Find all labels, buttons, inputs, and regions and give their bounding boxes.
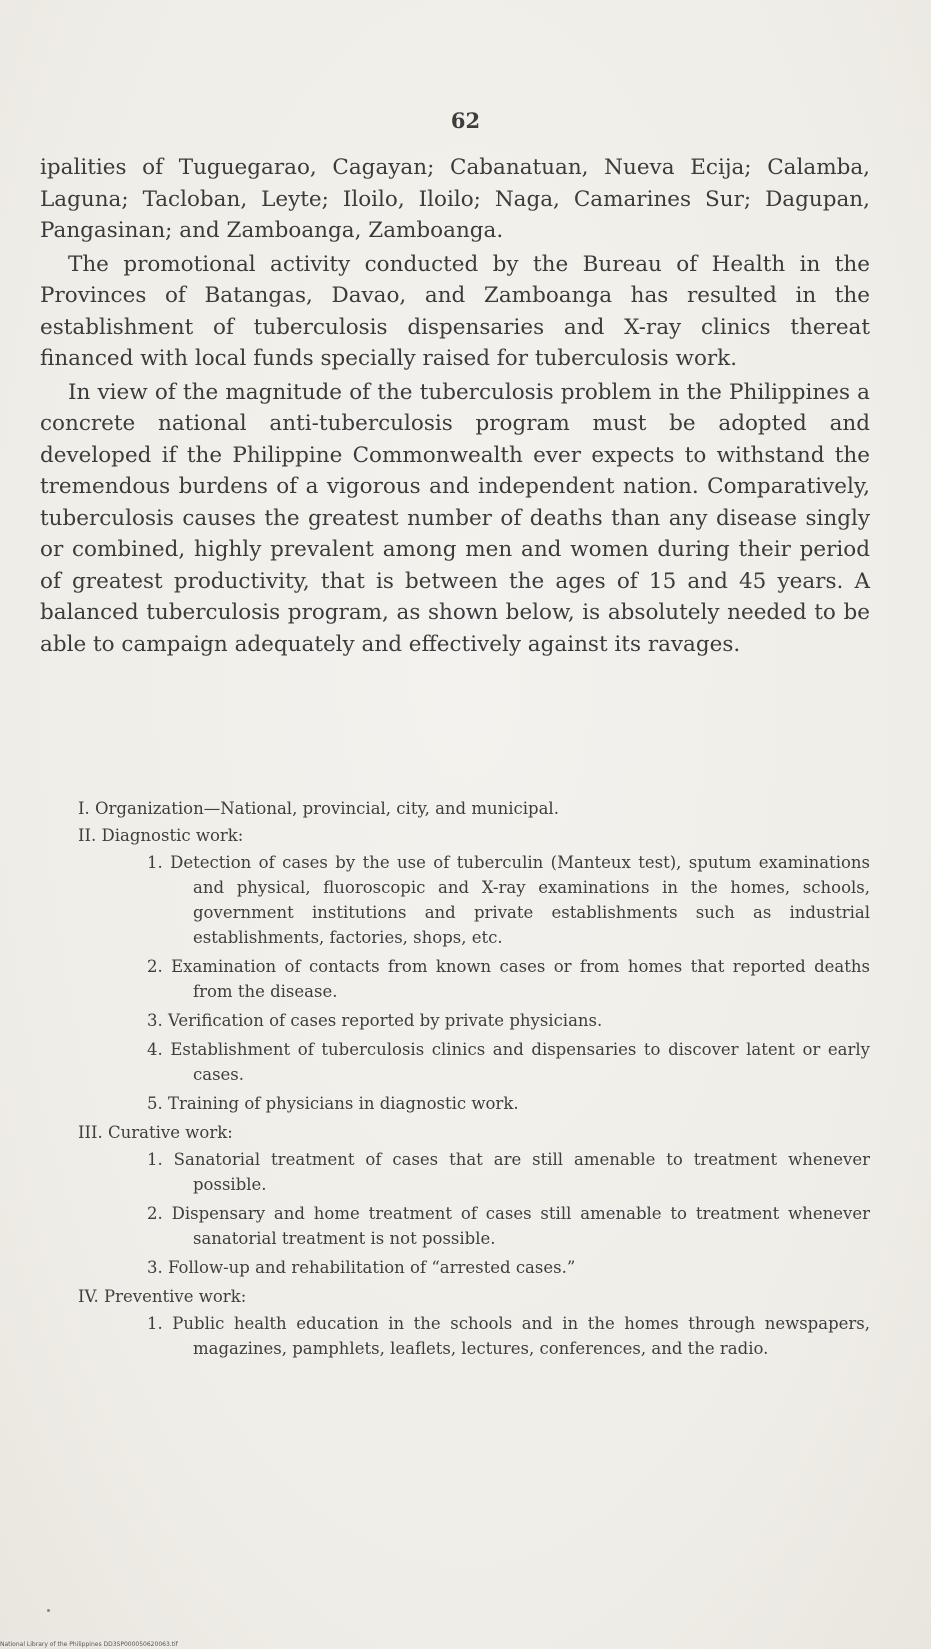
paragraph-program-need: In view of the magnitude of the tuberculosis problem in the Philippines a concrete national anti-tuberculosis program must be adopted and developed if the Philippine Commonwealth ever expects to withstand the tremendous burdens of a vigorous and independent nation. Comparatively, tuberculosis causes the greatest number of deaths than any disease singly or combined, highly prevalent among men and women during their period of greatest productivity, that is between the ages of 15 and 45 years. A balanced tuberculosis program, as shown below, is absolutely needed to be able to campaign adequately and effectively against its ravages.	[40, 379, 870, 657]
paragraph-continuation: ipalities of Tuguegarao, Cagayan; Cabanatuan, Nueva Ecija; Calamba, Laguna; Tacloban, Leyte; Iloilo, Iloilo; Naga, Camarines Sur; Dagupan, Pangasinan; and Zamboanga, Zamboanga.	[40, 155, 870, 243]
outline-item: 1. Detection of cases by the use of tuberculin (Manteux test), sputum examinations and physical, fluoroscopic and X-ray examinations in the homes, schools, government institutions and private establishments such as industrial establishments, factories, shops, etc.	[147, 853, 870, 947]
outline-section-organization: I. Organization—National, provincial, city, and municipal.	[78, 799, 559, 818]
outline-item: 1. Public health education in the schools and in the homes through newspapers, magazines, pamphlets, leaflets, lectures, conferences, and the radio.	[147, 1314, 870, 1358]
outline-item: 3. Verification of cases reported by private physicians.	[147, 1011, 603, 1030]
outline-item: 5. Training of physicians in diagnostic work.	[147, 1094, 519, 1113]
paragraph-promotional-activity: The promotional activity conducted by the Bureau of Health in the Provinces of Batangas, Davao, and Zamboanga has resulted in the establishment of tuberculosis dispensaries and X-ray clinics thereat financed with local funds specially raised for tuberculosis work.	[40, 251, 870, 371]
scan-speck	[47, 1609, 50, 1612]
page-number: 62	[450, 108, 481, 133]
outline-item: 1. Sanatorial treatment of cases that are still amenable to treatment whenever possible.	[147, 1150, 870, 1194]
outline-section-curative: III. Curative work:	[78, 1123, 233, 1142]
scan-footer: National Library of the Philippines DD3SP000050620063.tif	[0, 1641, 178, 1648]
outline-section-diagnostic: II. Diagnostic work:	[78, 826, 244, 845]
outline-item: 4. Establishment of tuberculosis clinics and dispensaries to discover latent or early cases.	[147, 1040, 870, 1084]
outline-item: 2. Dispensary and home treatment of cases still amenable to treatment whenever sanatorial treatment is not possible.	[147, 1204, 870, 1248]
body-text	[40, 152, 870, 660]
outline-section-preventive: IV. Preventive work:	[78, 1287, 247, 1306]
outline-item: 2. Examination of contacts from known cases or from homes that reported deaths from the disease.	[147, 957, 870, 1001]
outline-item: 3. Follow-up and rehabilitation of “arrested cases.”	[147, 1258, 576, 1277]
program-outline	[78, 796, 870, 1365]
